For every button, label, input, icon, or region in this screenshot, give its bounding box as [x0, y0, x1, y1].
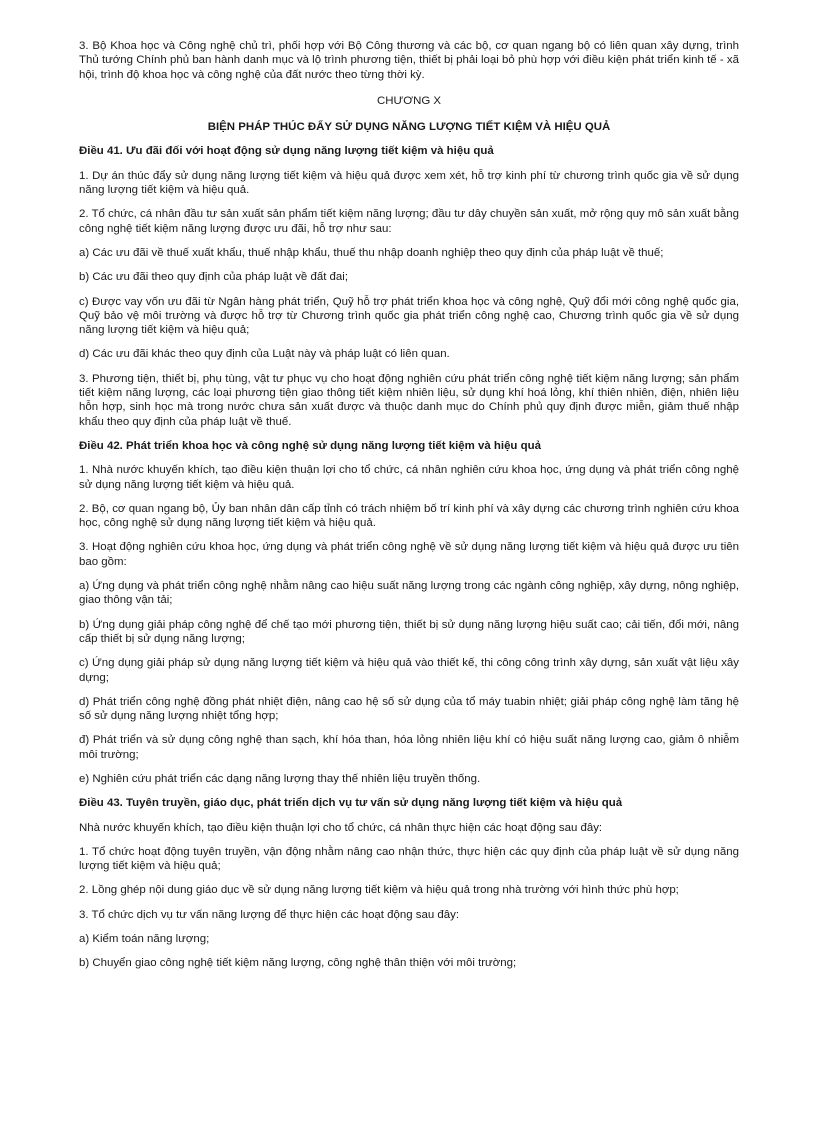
paragraph: 1. Tổ chức hoạt động tuyên truyền, vận động nhằm nâng cao nhận thức, thực hiện các quy định của pháp luật về sử dụng năng lượng tiết kiệm và hiệu quả;	[79, 845, 739, 873]
paragraph: 2. Lồng ghép nội dung giáo dục về sử dụng năng lượng tiết kiệm và hiệu quả trong nhà trường với hình thức phù hợp;	[79, 884, 679, 897]
paragraph: b) Ứng dụng giải pháp công nghệ để chế tạo mới phương tiện, thiết bị sử dụng năng lượng hiệu suất cao; cải tiến, đổi mới, nâng cấp thiết bị sử dụng năng lượng;	[79, 618, 739, 645]
paragraph: a) Ứng dụng và phát triển công nghệ nhằm nâng cao hiệu suất năng lượng trong các ngành công nghiệp, xây dựng, nông nghiệp, giao thông vận tải;	[79, 580, 739, 607]
paragraph: a) Các ưu đãi về thuế xuất khẩu, thuế nhập khẩu, thuế thu nhập doanh nghiệp theo quy định của pháp luật về thuế;	[79, 246, 664, 259]
paragraph: d) Các ưu đãi khác theo quy định của Luật này và pháp luật có liên quan.	[79, 348, 450, 361]
paragraph: Nhà nước khuyến khích, tạo điều kiện thuận lợi cho tổ chức, cá nhân thực hiện các hoạt động sau đây:	[79, 821, 603, 834]
paragraph: c) Ứng dụng giải pháp sử dụng năng lượng tiết kiệm và hiệu quả vào thiết kế, thi công công trình xây dựng, sản xuất vật liệu xây dựng;	[79, 657, 739, 684]
article-heading: Điều 43. Tuyên truyền, giáo dục, phát triển dịch vụ tư vấn sử dụng năng lượng tiết kiệm và hiệu quả	[79, 797, 623, 810]
paragraph: 1. Nhà nước khuyến khích, tạo điều kiện thuận lợi cho tổ chức, cá nhân nghiên cứu khoa học, ứng dụng và phát triển công nghệ sử dụng năng lượng tiết kiệm và hiệu quả.	[79, 464, 739, 491]
paragraph: 2. Bộ, cơ quan ngang bộ, Ủy ban nhân dân cấp tỉnh có trách nhiệm bố trí kinh phí và xây dựng các chương trình nghiên cứu khoa học, công nghệ sử dụng năng lượng tiết kiệm và hiệu quả.	[79, 502, 739, 530]
paragraph: b) Các ưu đãi theo quy định của pháp luật về đất đai;	[79, 271, 348, 284]
paragraph: đ) Phát triển và sử dụng công nghệ than sạch, khí hóa than, hóa lỏng nhiên liệu khí có hiệu suất năng lượng cao, giảm ô nhiễm môi trường;	[79, 734, 739, 761]
paragraph: 3. Bộ Khoa học và Công nghệ chủ trì, phối hợp với Bộ Công thương và các bộ, cơ quan ngang bộ có liên quan xây dựng, trình Thủ tướng Chính phủ ban hành danh mục và lộ trình phương tiện, thiết bị phải loại bỏ phù hợp với điều kiện phát triển kinh tế - xã hội, trình độ khoa học và công nghệ của đất nước theo từng thời kỳ.	[79, 40, 739, 81]
article-heading: Điều 42. Phát triển khoa học và công nghệ sử dụng năng lượng tiết kiệm và hiệu quả	[79, 439, 541, 452]
chapter-title: BIỆN PHÁP THÚC ĐẨY SỬ DỤNG NĂNG LƯỢNG TIẾT KIỆM VÀ HIỆU QUẢ	[207, 121, 611, 134]
paragraph: d) Phát triển công nghệ đồng phát nhiệt điện, nâng cao hệ số sử dụng của tổ máy tuabin nhiệt; giải pháp công nghệ làm tăng hệ số sử dụng năng lượng nhiệt tổng hợp;	[79, 695, 739, 723]
paragraph: 1. Dự án thúc đẩy sử dụng năng lượng tiết kiệm và hiệu quả được xem xét, hỗ trợ kinh phí từ chương trình quốc gia về sử dụng năng lượng tiết kiệm và hiệu quả.	[79, 169, 739, 197]
document-page	[79, 39, 739, 981]
paragraph: e) Nghiên cứu phát triển các dạng năng lượng thay thế nhiên liệu truyền thống.	[79, 772, 481, 785]
paragraph: 3. Phương tiện, thiết bị, phụ tùng, vật tư phục vụ cho hoạt động nghiên cứu phát triển công nghệ tiết kiệm năng lượng; sản phẩm tiết kiệm năng lượng, các loại phương tiện giao thông tiết kiệm nhiên liệu, sử dụng khí hoá lỏng, khí thiên nhiên, điện, nhiên liệu hỗn hợp, sinh học mà trong nước chưa sản xuất được và thuộc danh mục do Chính phủ quy định được miễn, giảm thuế nhập khẩu theo quy định của pháp luật về thuế.	[79, 372, 739, 428]
paragraph: b) Chuyển giao công nghệ tiết kiệm năng lượng, công nghệ thân thiện với môi trường;	[79, 957, 517, 970]
paragraph: c) Được vay vốn ưu đãi từ Ngân hàng phát triển, Quỹ hỗ trợ phát triển khoa học và công nghệ, Quỹ đổi mới công nghệ quốc gia, Quỹ bảo vệ môi trường và được hỗ trợ từ Chương trình quốc gia phát triển công nghệ cao, Chương trình quốc gia về sử dụng năng lượng tiết kiệm và hiệu quả;	[79, 295, 739, 337]
paragraph: 2. Tổ chức, cá nhân đầu tư sản xuất sản phẩm tiết kiệm năng lượng; đầu tư dây chuyền sản xuất, mở rộng quy mô sản xuất bằng công nghệ tiết kiệm năng lượng được ưu đãi, hỗ trợ như sau:	[79, 208, 739, 235]
paragraph: a) Kiểm toán năng lượng;	[79, 933, 210, 946]
article-heading: Điều 41. Ưu đãi đối với hoạt động sử dụng năng lượng tiết kiệm và hiệu quả	[79, 145, 494, 158]
paragraph: 3. Hoạt động nghiên cứu khoa học, ứng dụng và phát triển công nghệ về sử dụng năng lượng tiết kiệm và hiệu quả được ưu tiên bao gồm:	[79, 541, 739, 568]
chapter-number: CHƯƠNG X	[376, 94, 442, 107]
paragraph: 3. Tổ chức dịch vụ tư vấn năng lượng để thực hiện các hoạt động sau đây:	[79, 908, 460, 921]
